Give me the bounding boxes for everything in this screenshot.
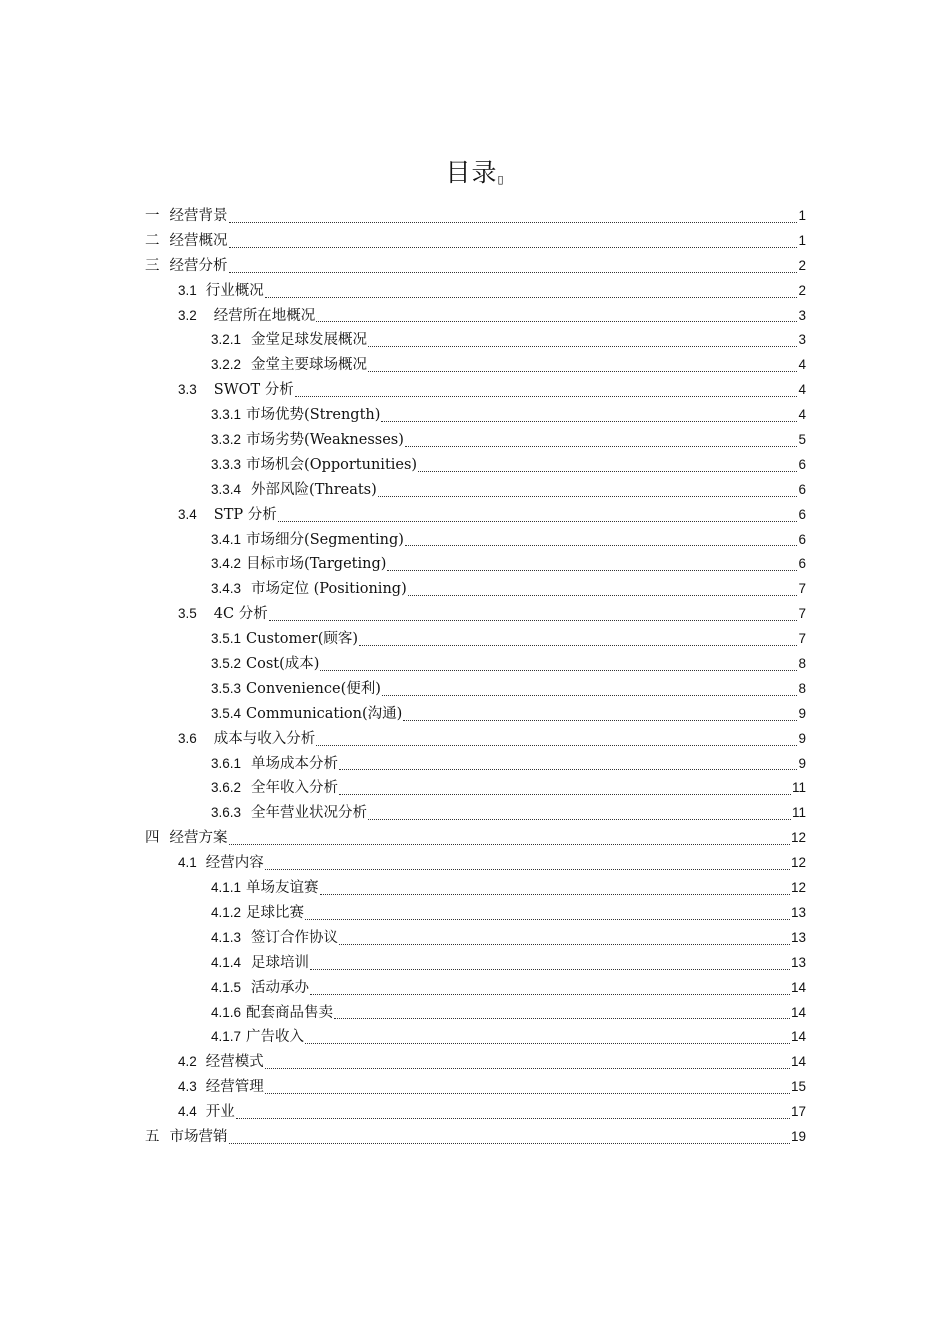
toc-dot-leader	[229, 1135, 790, 1144]
toc-entry-number: 3.5	[178, 606, 197, 622]
toc-dot-leader	[295, 388, 798, 397]
toc-entry-number: 4.1.5	[211, 979, 242, 995]
toc-page-number: 14	[790, 979, 806, 995]
toc-dot-leader	[334, 1010, 790, 1019]
toc-dot-leader	[310, 986, 790, 995]
toc-page-number: 15	[790, 1079, 806, 1095]
toc-entry[interactable]	[145, 1075, 806, 1100]
toc-page-number: 7	[798, 606, 806, 622]
toc-page-number: 12	[790, 830, 806, 846]
toc-entry[interactable]	[145, 204, 806, 229]
toc-entry-title: 市场机会(Opportunities)	[246, 456, 418, 473]
toc-entry-title: 经营背景	[169, 208, 228, 224]
toc-page-number: 2	[798, 257, 806, 273]
toc-dot-leader	[305, 911, 790, 920]
toc-page-number: 17	[790, 1104, 806, 1120]
toc-dot-leader	[359, 637, 797, 646]
toc-entry-title: 经营模式	[205, 1054, 264, 1071]
toc-dot-leader	[265, 861, 790, 870]
toc-dot-leader	[418, 463, 797, 472]
toc-entry-number: 4.1.3	[211, 929, 242, 945]
toc-entry[interactable]	[145, 403, 806, 428]
toc-page-number: 5	[798, 432, 806, 448]
toc-entry[interactable]	[145, 602, 806, 627]
toc-entry-number: 3.6.3	[211, 805, 242, 821]
toc-dot-leader	[265, 289, 798, 298]
toc-entry[interactable]	[145, 478, 806, 503]
toc-entry-title: 目标市场(Targeting)	[246, 556, 387, 573]
toc-entry[interactable]	[145, 428, 806, 453]
toc-entry[interactable]	[145, 901, 806, 926]
toc-entry[interactable]	[145, 304, 806, 329]
toc-page-number: 1	[798, 208, 806, 223]
toc-entry-number: 3.3.2	[211, 432, 242, 448]
toc-entry-number: 4.1.2	[211, 904, 242, 920]
toc-dot-leader	[387, 562, 797, 571]
toc-dot-leader	[229, 239, 798, 248]
toc-entry[interactable]	[145, 851, 806, 876]
toc-entry[interactable]	[145, 453, 806, 478]
toc-entry-title: 行业概况	[205, 282, 264, 299]
toc-entry-number: 3.2.2	[211, 357, 242, 373]
toc-entry-title: 配套商品售卖	[246, 1004, 334, 1021]
toc-entry-title: 市场营销	[169, 1128, 228, 1145]
toc-dot-leader	[320, 662, 797, 671]
toc-dot-leader	[368, 363, 797, 372]
toc-dot-leader	[382, 687, 798, 696]
toc-dot-leader	[316, 313, 797, 322]
toc-dot-leader	[368, 811, 791, 820]
toc-entry[interactable]	[145, 552, 806, 577]
toc-dot-leader	[339, 786, 791, 795]
toc-dot-leader	[229, 264, 798, 273]
toc-entry[interactable]	[145, 1050, 806, 1075]
toc-entry-number: 3.6.1	[211, 755, 242, 771]
toc-entry-title: 经营内容	[205, 855, 264, 872]
toc-entry-title: 足球培训	[251, 954, 310, 971]
toc-page-number: 13	[790, 904, 806, 920]
toc-page-number: 7	[798, 631, 806, 647]
toc-dot-leader	[408, 587, 798, 596]
toc-dot-leader	[339, 936, 790, 945]
toc-entry[interactable]	[145, 677, 806, 702]
toc-entry-number: 4.1	[178, 855, 197, 871]
toc-page-number: 9	[798, 705, 806, 721]
toc-entry-title: 金堂主要球场概况	[251, 357, 368, 374]
toc-entry-number: 3.5.2	[211, 656, 242, 672]
toc-entry-number: 4.1.7	[211, 1029, 242, 1045]
toc-entry[interactable]	[145, 353, 806, 378]
toc-entry-number: 3.5.3	[211, 680, 242, 696]
toc-entry-number: 3.6.2	[211, 780, 242, 796]
toc-entry-title: 单场成本分析	[251, 755, 339, 772]
toc-entry-number: 4.1.1	[211, 880, 242, 896]
toc-entry-number: 3.4	[178, 506, 197, 522]
toc-entry-title: 广告收入	[246, 1029, 305, 1046]
toc-entry[interactable]	[145, 528, 806, 553]
toc-entry-number: 3.4.3	[211, 581, 242, 597]
toc-entry-number: 3.3.4	[211, 481, 242, 497]
toc-entry-title: STP 分析	[213, 506, 277, 523]
toc-dot-leader	[229, 836, 790, 845]
toc-dot-leader	[229, 214, 798, 223]
toc-entry-number: 3.2.1	[211, 332, 242, 348]
toc-entry-title: 活动承办	[251, 979, 310, 996]
toc-entry[interactable]	[145, 826, 806, 851]
toc-entry[interactable]	[145, 951, 806, 976]
toc-entry-number: 4.3	[178, 1079, 197, 1095]
toc-entry-title: 成本与收入分析	[213, 730, 316, 747]
toc-page-number: 14	[790, 1029, 806, 1045]
toc-page-number: 8	[798, 680, 806, 696]
toc-dot-leader	[320, 886, 790, 895]
toc-entry-title: 全年营业状况分析	[251, 805, 368, 822]
toc-entry-title: 市场优势(Strength)	[246, 407, 381, 424]
toc-dot-leader	[265, 1060, 790, 1069]
toc-entry-title: 开业	[205, 1104, 235, 1121]
toc-page-number: 19	[790, 1128, 806, 1144]
toc-entry[interactable]	[145, 752, 806, 777]
toc-entry-number: 4.4	[178, 1104, 197, 1120]
toc-dot-leader	[403, 712, 797, 721]
toc-entry-title: Customer(顾客)	[246, 631, 359, 648]
toc-entry-title: 经营概况	[169, 232, 228, 249]
toc-entry[interactable]	[145, 926, 806, 951]
toc-title	[0, 153, 950, 189]
toc-entry-number: 3.4.1	[211, 531, 242, 547]
toc-entry-number: 3.5.1	[211, 631, 242, 647]
toc-entry[interactable]	[145, 378, 806, 403]
toc-entry-title: 经营所在地概况	[213, 307, 316, 324]
toc-entry-title: Convenience(便利)	[246, 680, 381, 697]
toc-entry[interactable]	[145, 1125, 806, 1150]
table-of-contents	[145, 204, 806, 1150]
toc-page-number: 8	[798, 656, 806, 672]
toc-entry-number: 五	[145, 1128, 160, 1145]
toc-entry[interactable]	[145, 577, 806, 602]
toc-entry-title: 市场劣势(Weaknesses)	[246, 432, 404, 449]
toc-entry[interactable]	[145, 876, 806, 901]
toc-entry-title: 4C 分析	[213, 606, 268, 623]
toc-dot-leader	[265, 1085, 790, 1094]
toc-entry[interactable]	[145, 801, 806, 826]
toc-page-number: 11	[791, 780, 806, 796]
toc-entry-title: 全年收入分析	[251, 780, 339, 797]
toc-entry-title: 市场细分(Segmenting)	[246, 531, 404, 548]
toc-page-number: 6	[798, 481, 806, 497]
toc-dot-leader	[305, 1035, 790, 1044]
toc-page-number: 3	[798, 307, 806, 323]
toc-dot-leader	[405, 537, 798, 546]
toc-entry-title: 市场定位 (Positioning)	[251, 581, 407, 598]
toc-entry[interactable]	[145, 503, 806, 528]
toc-entry-title: 外部风险(Threats)	[251, 481, 377, 498]
toc-page-number: 4	[798, 382, 806, 398]
bookmark-marker-icon: ▯	[497, 173, 505, 186]
toc-entry-title: SWOT 分析	[213, 382, 294, 399]
toc-entry-number: 4.1.4	[211, 954, 242, 970]
toc-entry-title: 金堂足球发展概况	[251, 332, 368, 349]
toc-dot-leader	[310, 961, 790, 970]
toc-dot-leader	[405, 438, 798, 447]
toc-entry-number: 4.1.6	[211, 1004, 242, 1020]
toc-dot-leader	[368, 338, 797, 347]
toc-dot-leader	[381, 413, 797, 422]
toc-entry[interactable]	[145, 652, 806, 677]
toc-entry-number: 3.3.1	[211, 407, 242, 423]
toc-entry-title: 足球比赛	[246, 904, 305, 921]
toc-page-number: 11	[791, 805, 806, 821]
toc-page-number: 1	[798, 232, 806, 248]
toc-page-number: 14	[790, 1054, 806, 1070]
toc-entry[interactable]	[145, 229, 806, 254]
toc-page-number: 6	[798, 506, 806, 522]
toc-entry[interactable]	[145, 976, 806, 1001]
toc-entry[interactable]	[145, 702, 806, 727]
toc-dot-leader	[378, 488, 798, 497]
toc-entry[interactable]	[145, 279, 806, 304]
toc-page-number: 9	[798, 755, 806, 771]
toc-entry[interactable]	[145, 727, 806, 752]
toc-page-number: 4	[798, 357, 806, 373]
toc-entry-number: 四	[145, 830, 160, 847]
toc-page-number: 6	[798, 531, 806, 547]
toc-page-number: 2	[798, 282, 806, 298]
toc-page-number: 9	[798, 730, 806, 746]
toc-entry-title: 经营管理	[205, 1079, 264, 1096]
toc-page-number: 12	[790, 880, 806, 896]
toc-entry-number: 3.4.2	[211, 556, 242, 572]
toc-entry-number: 3.1	[178, 282, 197, 298]
toc-entry[interactable]	[145, 1001, 806, 1026]
toc-entry-number: 4.2	[178, 1054, 197, 1070]
toc-page-number: 4	[798, 407, 806, 423]
toc-entry-number: 3.5.4	[211, 705, 242, 721]
toc-dot-leader	[278, 513, 798, 522]
toc-entry[interactable]	[145, 328, 806, 353]
toc-page-number: 13	[790, 929, 806, 945]
toc-dot-leader	[269, 612, 798, 621]
toc-title-text: 目录	[445, 158, 498, 187]
toc-entry-number: 三	[145, 257, 160, 274]
toc-entry-title: 单场友谊赛	[246, 880, 319, 897]
toc-entry-number: 二	[145, 232, 160, 249]
toc-entry-title: 经营分析	[169, 257, 228, 274]
toc-entry-number: 3.3	[178, 382, 197, 398]
toc-entry[interactable]	[145, 776, 806, 801]
toc-entry[interactable]	[145, 1025, 806, 1050]
toc-page-number: 6	[798, 556, 806, 572]
toc-dot-leader	[236, 1110, 790, 1119]
toc-dot-leader	[339, 761, 797, 770]
toc-entry-number: 3.3.3	[211, 456, 242, 472]
toc-page-number: 14	[790, 1004, 806, 1020]
toc-page-number: 6	[798, 456, 806, 472]
toc-page-number: 7	[798, 581, 806, 597]
toc-entry[interactable]	[145, 254, 806, 279]
toc-dot-leader	[316, 737, 797, 746]
toc-entry[interactable]	[145, 1100, 806, 1125]
toc-entry-number: 3.6	[178, 730, 197, 746]
toc-page-number: 12	[790, 855, 806, 871]
toc-page-number: 3	[798, 332, 806, 348]
toc-entry-number: 3.2	[178, 307, 197, 323]
toc-entry-title: 经营方案	[169, 830, 228, 847]
toc-entry-title: Cost(成本)	[246, 656, 320, 673]
toc-page-number: 13	[790, 954, 806, 970]
toc-entry-number: 一	[145, 208, 160, 224]
toc-entry-title: Communication(沟通)	[246, 705, 403, 722]
toc-entry[interactable]	[145, 627, 806, 652]
toc-entry-title: 签订合作协议	[251, 929, 339, 946]
